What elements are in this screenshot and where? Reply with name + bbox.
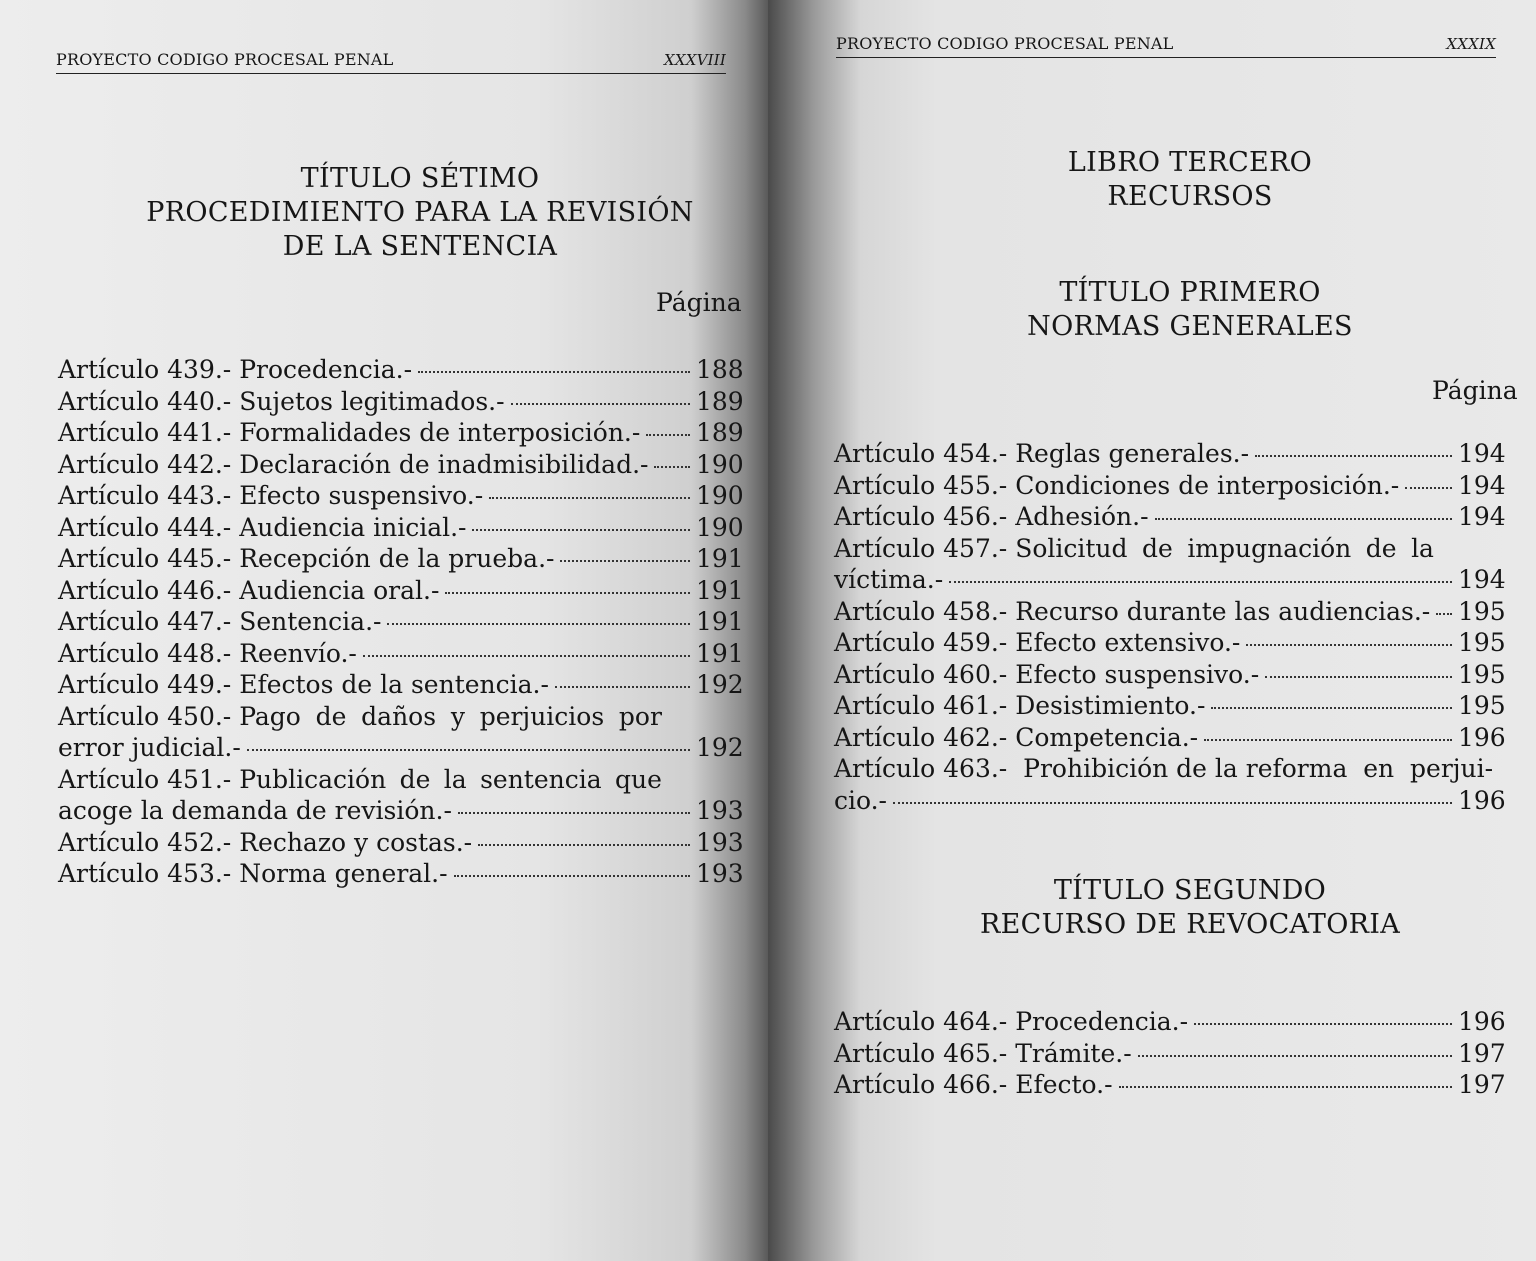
toc-entry-page: 195 — [1458, 628, 1506, 657]
left-section-heading — [60, 162, 780, 264]
toc-entry-wrapped — [834, 533, 1506, 596]
toc-entry — [58, 543, 744, 575]
leader-dots — [445, 572, 690, 594]
right-toc — [834, 438, 1506, 816]
toc-entry-page: 190 — [696, 481, 744, 510]
leader-dots — [560, 540, 690, 562]
toc-word: impugnación — [1187, 533, 1352, 563]
toc-entry — [58, 575, 744, 607]
toc-word: Artículo 450.- Pago — [58, 701, 301, 731]
leader-dots — [949, 561, 1452, 583]
left-page-number: XXXVIII — [663, 51, 726, 69]
toc-word: la — [443, 764, 467, 794]
toc-entry-label: Artículo 444.- Audiencia inicial.- — [58, 512, 467, 542]
toc-entry — [58, 449, 744, 481]
toc-word: que — [615, 764, 662, 794]
leader-dots — [893, 782, 1452, 804]
toc-entry — [834, 690, 1506, 722]
toc-entry-page: 197 — [1458, 1070, 1506, 1099]
leader-dots — [1119, 1066, 1452, 1088]
heading-line: NORMAS GENERALES — [1027, 311, 1353, 342]
leader-dots — [511, 383, 690, 405]
leader-dots — [478, 824, 690, 846]
toc-entry-label: Artículo 452.- Rechazo y costas.- — [58, 827, 473, 857]
toc-entry — [58, 417, 744, 449]
toc-word: de — [1142, 533, 1173, 563]
toc-entry-page: 194 — [1458, 565, 1506, 594]
toc-entry-label: Artículo 458.- Recurso durante las audiencias.- — [834, 596, 1431, 626]
right-page-number: XXXIX — [1446, 35, 1496, 53]
toc-word: de — [399, 764, 431, 794]
toc-entry-page: 195 — [1458, 596, 1506, 626]
toc-entry-page: 195 — [1458, 659, 1506, 689]
toc-entry-label: Artículo 445.- Recepción de la prueba.- — [58, 544, 555, 573]
toc-entry-page: 189 — [696, 418, 744, 447]
toc-entry-label: Artículo 461.- Desistimiento.- — [834, 691, 1206, 720]
leader-dots — [1194, 1003, 1452, 1025]
toc-entry-wrapped — [58, 764, 744, 827]
leader-dots — [1255, 435, 1452, 457]
toc-entry-page: 190 — [696, 512, 744, 542]
toc-entry-page: 189 — [696, 386, 744, 416]
toc-entry — [58, 480, 744, 512]
left-running-head — [56, 50, 726, 74]
toc-entry — [834, 1006, 1506, 1038]
toc-entry — [58, 512, 744, 544]
right-libro-heading — [954, 146, 1426, 214]
toc-entry — [834, 627, 1506, 659]
leader-dots — [1211, 687, 1452, 709]
toc-entry-label: Artículo 466.- Efecto.- — [834, 1070, 1113, 1099]
toc-word: perjuicios — [479, 701, 605, 731]
right-page — [768, 0, 1536, 1261]
toc-entry-page: 194 — [1458, 439, 1506, 468]
toc-word: la — [1411, 533, 1434, 563]
leader-dots — [1405, 467, 1452, 489]
toc-entry — [834, 470, 1506, 502]
toc-entry-label: Artículo 456.- Adhesión.- — [834, 502, 1149, 531]
left-running-title: PROYECTO CODIGO PROCESAL PENAL — [56, 50, 394, 69]
toc-entry-page: 193 — [696, 827, 744, 857]
toc-entry-page: 194 — [1458, 502, 1506, 531]
toc-entry-label: cio.- — [834, 785, 888, 815]
heading-line: TÍTULO SEGUNDO — [1053, 875, 1327, 906]
toc-entry-page: 191 — [696, 544, 744, 573]
toc-entry-label: Artículo 462.- Competencia.- — [834, 722, 1199, 752]
toc-entry-label: error judicial.- — [58, 733, 241, 762]
toc-entry-label: Artículo 464.- Procedencia.- — [834, 1007, 1189, 1036]
toc-entry-label: Artículo 455.- Condiciones de interposición.- — [834, 470, 1400, 500]
heading-line: DE LA SENTENCIA — [282, 231, 558, 262]
toc-entry-page: 191 — [696, 607, 744, 636]
toc-entry — [834, 438, 1506, 470]
heading-line: PROCEDIMIENTO PARA LA REVISIÓN — [146, 197, 694, 228]
toc-entry-label: Artículo 440.- Sujetos legitimados.- — [58, 386, 505, 416]
toc-word: de — [1365, 533, 1397, 563]
toc-entry — [834, 1038, 1506, 1070]
toc-entry-label: Artículo 439.- Procedencia.- — [58, 355, 413, 384]
leader-dots — [387, 603, 690, 625]
toc-entry-page: 191 — [696, 638, 744, 668]
toc-entry-page: 193 — [696, 859, 744, 888]
leader-dots — [1204, 719, 1452, 741]
toc-entry-label: víctima.- — [834, 565, 944, 594]
toc-word: y — [450, 701, 465, 731]
leader-dots — [1155, 498, 1452, 520]
toc-entry-page: 191 — [696, 575, 744, 605]
leader-dots — [363, 635, 690, 657]
leader-dots — [247, 729, 690, 751]
left-pagina-label: Página — [656, 288, 742, 317]
toc-entry — [58, 386, 744, 418]
heading-line: RECURSO DE REVOCATORIA — [979, 909, 1401, 940]
toc-entry — [58, 354, 744, 386]
right-running-title: PROYECTO CODIGO PROCESAL PENAL — [836, 34, 1174, 53]
toc-entry — [834, 722, 1506, 754]
toc-entry-label: Artículo 449.- Efectos de la sentencia.- — [58, 670, 549, 699]
toc-entry-label: Artículo 447.- Sentencia.- — [58, 607, 382, 636]
toc-entry-label: Artículo 448.- Reenvío.- — [58, 638, 357, 668]
toc-word: de — [315, 701, 347, 731]
toc-word: Artículo 457.- Solicitud — [834, 533, 1128, 563]
toc-entry-label: Artículo 460.- Efecto suspensivo.- — [834, 659, 1260, 689]
toc-entry-label: Artículo 443.- Efecto suspensivo.- — [58, 481, 484, 510]
toc-entry-label: Artículo 454.- Reglas generales.- — [834, 439, 1250, 468]
toc-entry-label: acoge la demanda de revisión.- — [58, 796, 452, 825]
toc-entry-page: 188 — [696, 355, 744, 384]
toc-entry-page: 193 — [696, 796, 744, 825]
toc-entry-wrapped — [834, 753, 1506, 816]
toc-entry-page: 197 — [1458, 1038, 1506, 1068]
right-pagina-label: Página — [1432, 376, 1518, 405]
show-through-text — [270, 135, 278, 165]
toc-entry-page: 192 — [696, 733, 744, 762]
heading-line: TÍTULO PRIMERO — [1059, 277, 1321, 308]
leader-dots — [654, 446, 690, 468]
right-toc-2 — [834, 1006, 1506, 1101]
toc-entry-page: 190 — [696, 449, 744, 479]
toc-entry-page: 195 — [1458, 691, 1506, 720]
toc-entry — [58, 606, 744, 638]
right-running-head — [836, 34, 1496, 58]
leader-dots — [1436, 593, 1452, 615]
leader-dots — [1138, 1035, 1452, 1057]
toc-entry-label: Artículo 446.- Audiencia oral.- — [58, 575, 440, 605]
leader-dots — [1265, 656, 1452, 678]
toc-entry-label: Artículo 459.- Efecto extensivo.- — [834, 628, 1241, 657]
leader-dots — [458, 792, 690, 814]
toc-word: sentencia — [480, 764, 602, 794]
toc-entry — [58, 858, 744, 890]
leader-dots — [489, 477, 690, 499]
left-toc — [58, 354, 744, 890]
toc-entry-label: Artículo 442.- Declaración de inadmisibilidad.- — [58, 449, 649, 479]
toc-entry-page: 196 — [1458, 785, 1506, 815]
toc-word: daños — [361, 701, 437, 731]
heading-line: LIBRO TERCERO — [1067, 147, 1313, 178]
toc-entry — [58, 669, 744, 701]
toc-entry-page: 192 — [696, 670, 744, 699]
toc-entry — [834, 596, 1506, 628]
leader-dots — [418, 351, 690, 373]
toc-entry-page: 196 — [1458, 722, 1506, 752]
heading-line: TÍTULO SÉTIMO — [300, 163, 540, 194]
toc-entry — [834, 1069, 1506, 1101]
toc-entry — [834, 659, 1506, 691]
toc-entry — [58, 827, 744, 859]
toc-entry-label: Artículo 463.- Prohibición de la reforma en perjui- — [834, 754, 1494, 783]
toc-entry-page: 194 — [1458, 470, 1506, 500]
leader-dots — [646, 414, 690, 436]
heading-line: RECURSOS — [1107, 181, 1273, 212]
leader-dots — [454, 855, 690, 877]
toc-entry — [834, 501, 1506, 533]
toc-entry — [58, 638, 744, 670]
toc-entry-page: 196 — [1458, 1007, 1506, 1036]
toc-entry-label: Artículo 453.- Norma general.- — [58, 859, 448, 888]
toc-entry-wrapped — [58, 701, 744, 764]
leader-dots — [1246, 624, 1452, 646]
leader-dots — [472, 509, 690, 531]
toc-word: por — [618, 701, 662, 731]
right-titulo1-heading — [954, 276, 1426, 344]
right-titulo2-heading — [954, 874, 1426, 942]
toc-entry-label: Artículo 465.- Trámite.- — [834, 1038, 1132, 1068]
toc-word: Artículo 451.- Publicación — [58, 764, 387, 794]
toc-entry-label: Artículo 441.- Formalidades de interposición.- — [58, 418, 641, 447]
leader-dots — [555, 666, 690, 688]
